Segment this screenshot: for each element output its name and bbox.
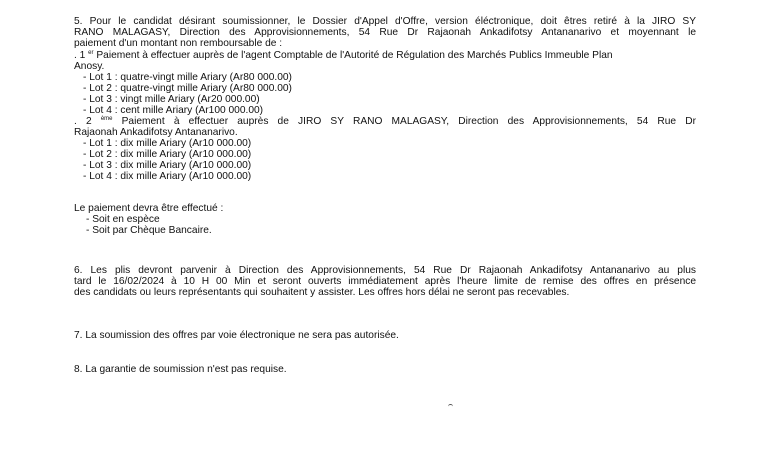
- payment-2-lot-4: - Lot 4 : dix mille Ariary (Ar10 000.00): [83, 171, 252, 182]
- payment-1-text: Paiement à effectuer auprès de l'agent Comptable de l'Autorité de Régulation des Marchés Publics Immeuble Plan: [96, 50, 613, 61]
- scan-speck: [448, 404, 453, 407]
- payment-mode-cash: - Soit en espèce: [86, 214, 160, 225]
- section-5-line-3: paiement d'un montant non remboursable de :: [74, 38, 283, 49]
- section-8: 8. La garantie de soumission n'est pas requise.: [74, 364, 287, 375]
- section-5-line-1: 5. Pour le candidat désirant soumissionner, le Dossier d'Appel d'Offre, version éléctronique, doit êtres retiré à la JIRO SY: [74, 16, 696, 27]
- payment-1-ordinal: er: [88, 50, 94, 56]
- payment-2-lot-3: - Lot 3 : dix mille Ariary (Ar10 000.00): [83, 160, 252, 171]
- section-6-line-3: des candidats ou leurs représentants qui souhaitent y assister. Les offres hors délai ne seront pas recevables.: [74, 287, 570, 298]
- payment-2-lot-2: - Lot 2 : dix mille Ariary (Ar10 000.00): [83, 149, 252, 160]
- payment-1-heading: [74, 50, 613, 61]
- payment-1-lot-1: - Lot 1 : quatre-vingt mille Ariary (Ar80 000.00): [83, 72, 292, 83]
- section-7: 7. La soumission des offres par voie électronique ne sera pas autorisée.: [74, 330, 399, 341]
- payment-mode-intro: Le paiement devra être effectué :: [74, 203, 224, 214]
- payment-2-ordinal: ème: [100, 116, 113, 122]
- payment-1-number: . 1: [74, 50, 86, 61]
- payment-1-text-continued: Anosy.: [74, 61, 105, 72]
- payment-1-lot-4: - Lot 4 : cent mille Ariary (Ar100 000.00): [83, 105, 264, 116]
- section-6-line-1: 6. Les plis devront parvenir à Direction des Approvisionnements, 54 Rue Dr Rajaonah Ankadifotsy Antananarivo au plus: [74, 265, 696, 276]
- payment-2-number: . 2: [74, 116, 92, 127]
- section-5-line-2: RANO MALAGASY, Direction des Approvisionnements, 54 Rue Dr Rajaonah Ankadifotsy Antananarivo et moyennant le: [74, 27, 696, 38]
- payment-1-lot-2: - Lot 2 : quatre-vingt mille Ariary (Ar80 000.00): [83, 83, 292, 94]
- payment-2-heading: [74, 116, 696, 127]
- payment-2-lot-1: - Lot 1 : dix mille Ariary (Ar10 000.00): [83, 138, 252, 149]
- payment-mode-cheque: - Soit par Chèque Bancaire.: [86, 225, 212, 236]
- section-6-line-2: tard le 16/02/2024 à 10 H 00 Min et seront ouverts immédiatement après l'heure limite de remise des offres en présence: [74, 276, 696, 287]
- payment-2-text-continued: Rajaonah Ankadifotsy Antananarivo.: [74, 127, 238, 138]
- payment-1-lot-3: - Lot 3 : vingt mille Ariary (Ar20 000.00): [83, 94, 260, 105]
- payment-2-text: Paiement à effectuer auprès de JIRO SY RANO MALAGASY, Direction des Approvisionnements, 54 Rue Dr: [121, 116, 696, 127]
